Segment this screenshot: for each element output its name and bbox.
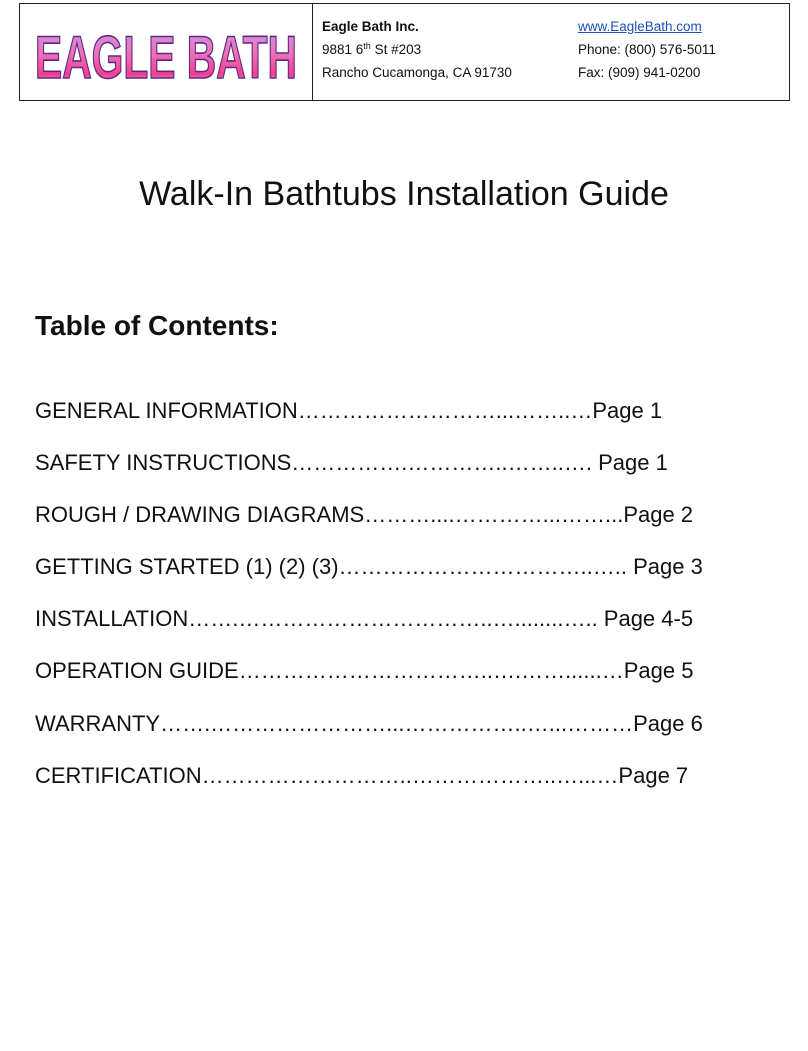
phone-number: Phone: (800) 576-5011 (578, 42, 716, 57)
toc-entry-warranty[interactable]: WARRANTY…….……………………...……………..…...………Page 6 (35, 710, 703, 736)
toc-entry-safety-instructions[interactable]: SAFETY INSTRUCTIONS…………….…………..……..…. Page 1 (35, 450, 668, 476)
website-link[interactable]: www.EagleBath.com (578, 19, 702, 34)
logo-text: EAGLE BATH (35, 24, 297, 91)
toc-entry-operation-guide[interactable]: OPERATION GUIDE……………………………..….……......…Page 5 (35, 658, 694, 684)
company-name: Eagle Bath Inc. (322, 19, 419, 34)
fax-number: Fax: (909) 941-0200 (578, 65, 701, 80)
address-line-2: Rancho Cucamonga, CA 91730 (322, 65, 512, 80)
toc-entry-general-information[interactable]: GENERAL INFORMATION………………………...……..…Page 1 (35, 398, 663, 423)
letterhead (19, 3, 790, 101)
document-title: Walk-In Bathtubs Installation Guide (139, 175, 669, 213)
toc-entry-getting-started[interactable]: GETTING STARTED (1) (2) (3)……………………………..….. Page 3 (35, 554, 703, 580)
toc-entry-certification[interactable]: CERTIFICATION………………………..………………..…...…Page 7 (35, 762, 689, 788)
toc-entry-installation[interactable]: INSTALLATION…….……………………………..…........….. Page 4-5 (35, 606, 694, 632)
table-of-contents (35, 395, 735, 812)
address-line-1: 9881 6th St #203 (322, 41, 422, 57)
toc-entry-rough-drawing-diagrams[interactable]: ROUGH / DRAWING DIAGRAMS………....…………...……...Page 2 (35, 502, 694, 528)
header-divider (312, 4, 313, 100)
company-info (322, 15, 762, 84)
eagle-bath-logo (30, 12, 302, 92)
toc-heading: Table of Contents: (35, 310, 279, 341)
